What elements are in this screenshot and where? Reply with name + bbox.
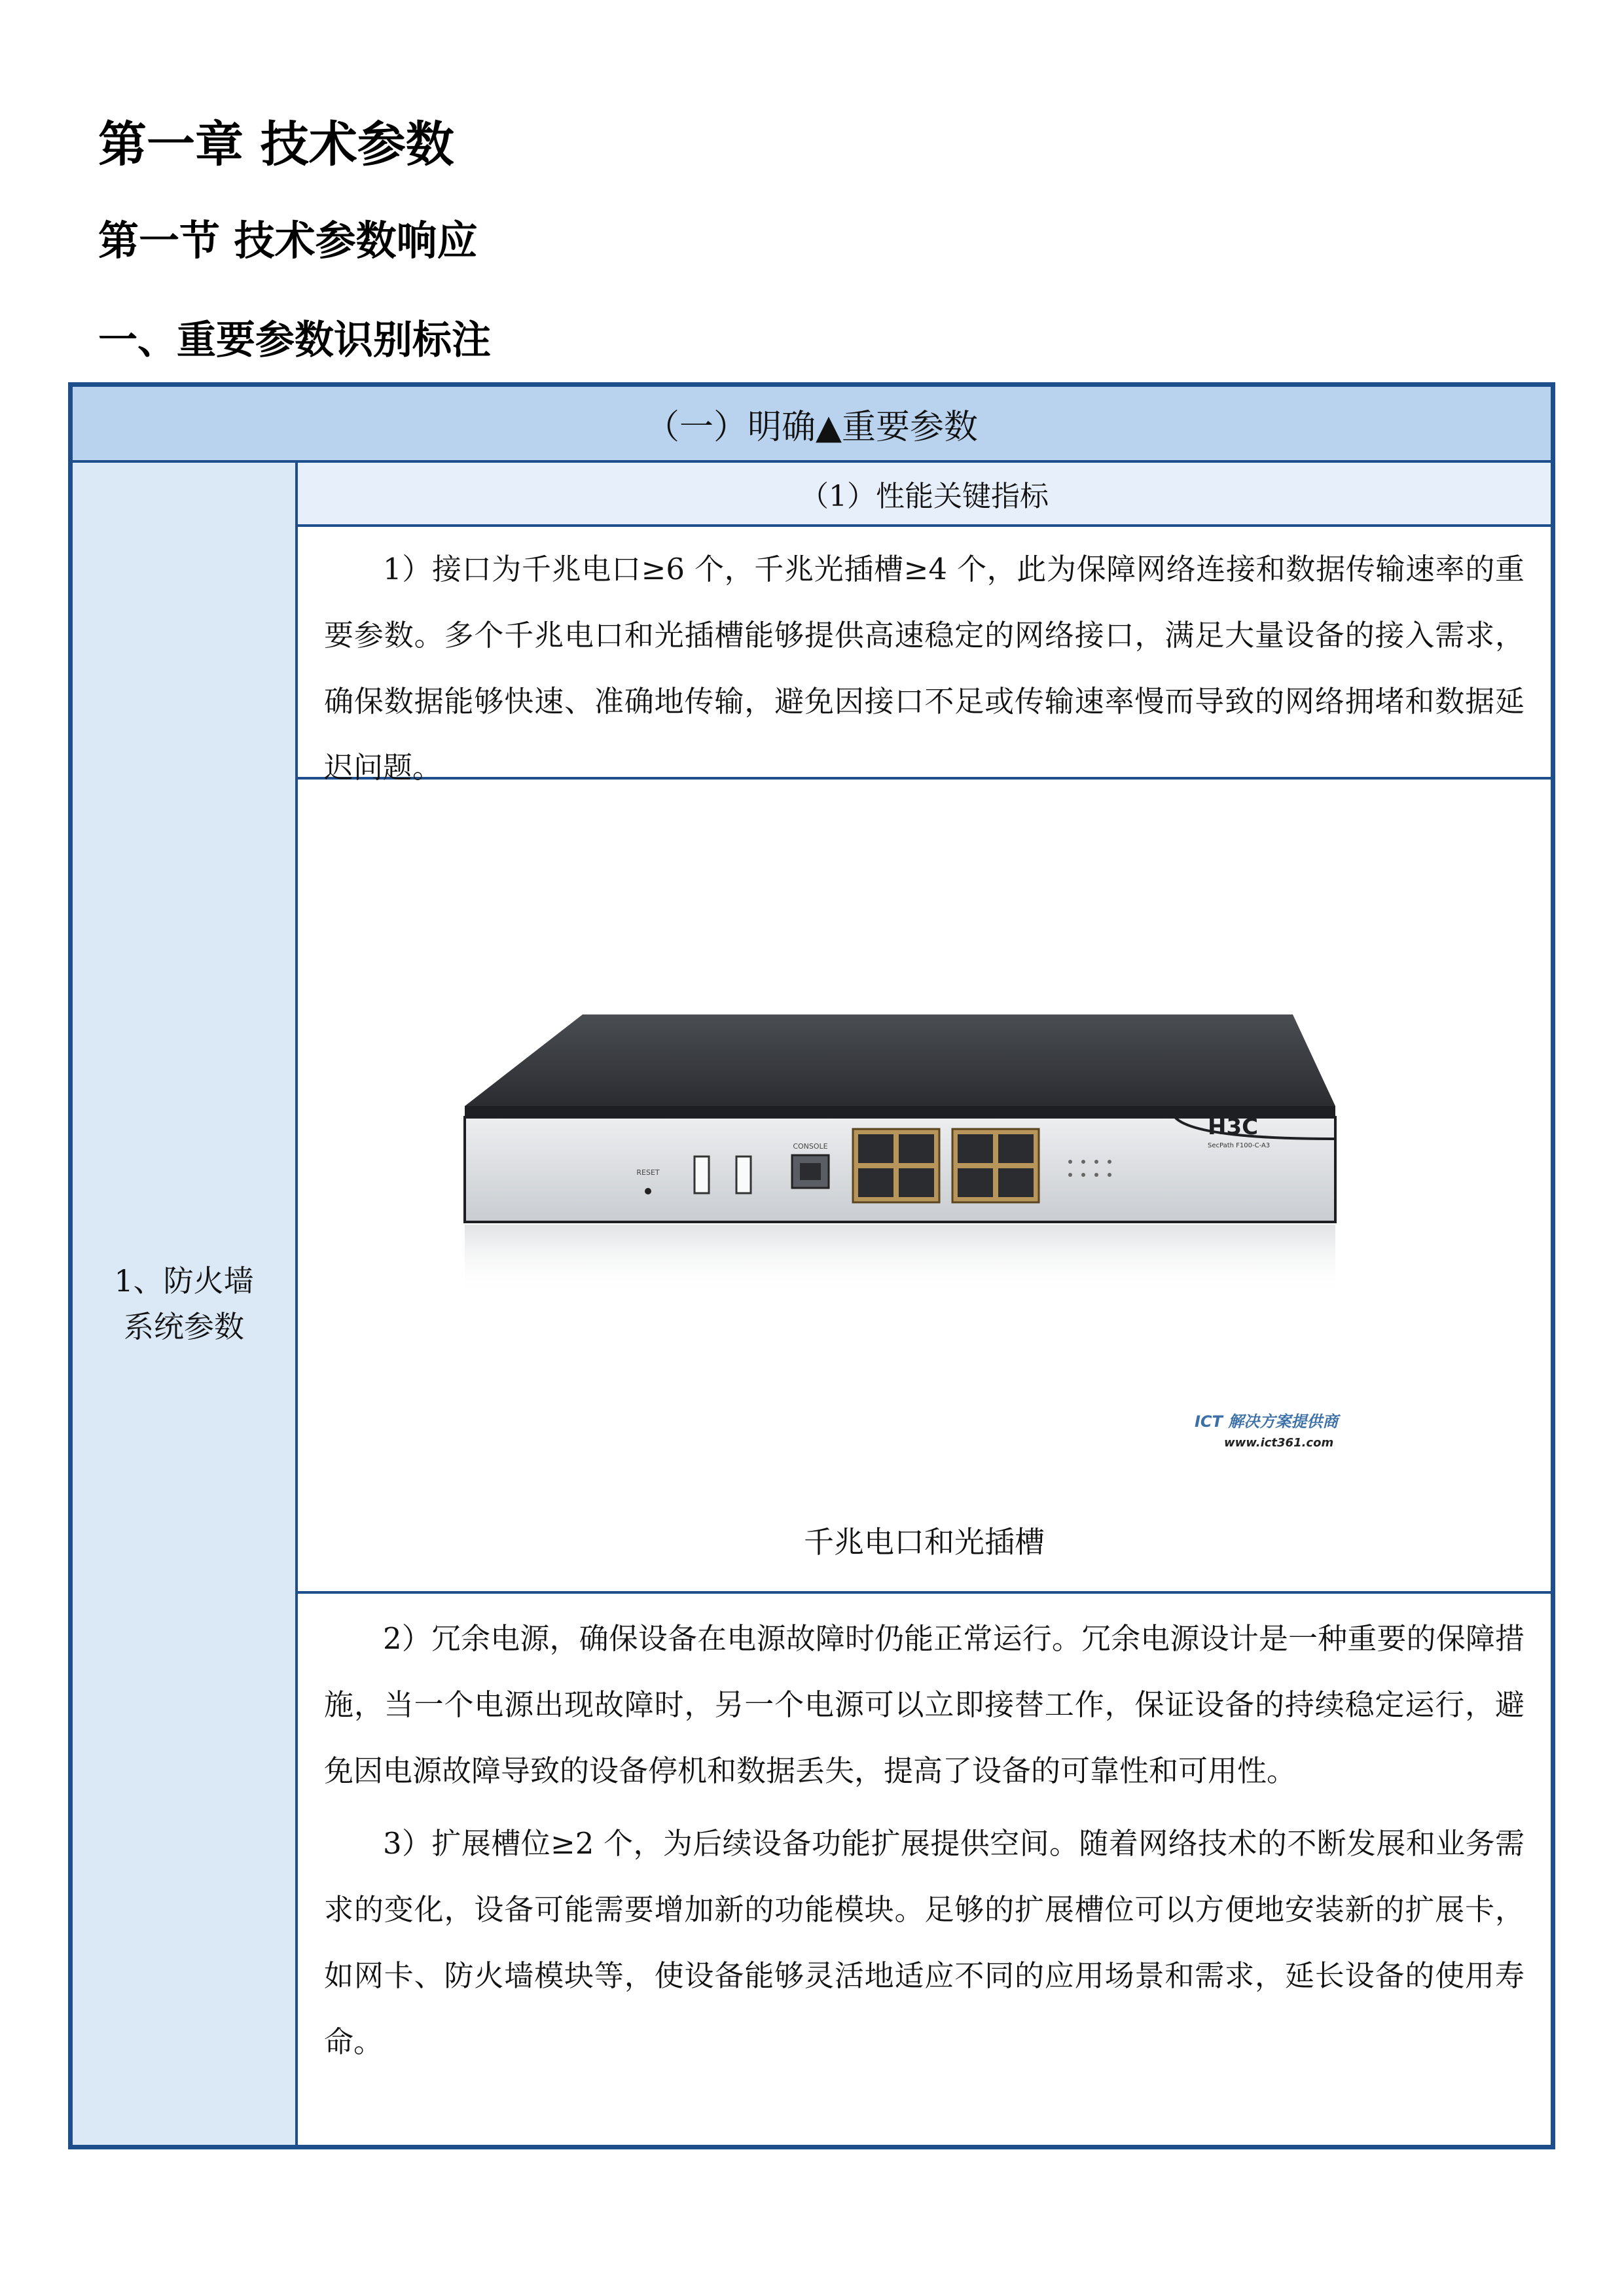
rj45-group-2 — [952, 1129, 1039, 1202]
rj45-group-1 — [853, 1129, 939, 1202]
paragraph-cell-2 — [298, 1596, 1551, 2145]
subsection-title: 一、重要参数识别标注 — [98, 317, 491, 363]
watermark-line-2: www.ict361.com — [1224, 1436, 1334, 1450]
category-label — [114, 1258, 253, 1350]
model-label: SecPath F100-C-A3 — [1208, 1142, 1271, 1149]
usb-port-1 — [695, 1157, 709, 1193]
paragraph-redundant-power: 2）冗余电源，确保设备在电源故障时仍能正常运行。冗余电源设计是一种重要的保障措施，当一个电源出现故障时，另一个电源可以立即接替工作，保证设备的持续稳定运行，避免因电源故障导致的设备停机和数据丢失，提高了设备的可靠性和可用性。 — [324, 1621, 1525, 1788]
image-cell — [298, 782, 1551, 1594]
category-label-line2: 系统参数 — [124, 1309, 244, 1344]
watermark-line-1: ICT 解决方案提供商 — [1195, 1412, 1339, 1431]
chapter-title: 第一章 技术参数 — [98, 117, 454, 173]
chassis-rim — [465, 1106, 1335, 1117]
usb-port-2 — [736, 1157, 751, 1193]
table-title: （一）明确▲重要参数 — [73, 387, 1551, 463]
table-subheading: （1）性能关键指标 — [298, 463, 1551, 527]
brand-logo: H3C — [1208, 1114, 1259, 1140]
section-title: 第一节 技术参数响应 — [98, 217, 478, 264]
paragraph-expansion-slots: 3）扩展槽位≥2 个，为后续设备功能扩展提供空间。随着网络技术的不断发展和业务需求的变化，设备可能需要增加新的功能模块。足够的扩展槽位可以方便地安装新的扩展卡，如网卡、防火墙模块等，使设备能够灵活地适应不同的应用场景和需求，延长设备的使用寿命。 — [324, 1826, 1525, 2059]
chassis-top — [465, 1014, 1335, 1106]
paragraph-interfaces: 1）接口为千兆电口≥6 个，千兆光插槽≥4 个，此为保障网络连接和数据传输速率的重要参数。多个千兆电口和光插槽能够提供高速稳定的网络接口，满足大量设备的接入需求，确保数据能够快速、准确地传输，避免因接口不足或传输速率慢而导致的网络拥堵和数据延迟问题。 — [324, 552, 1525, 785]
reset-hole — [645, 1188, 651, 1194]
reset-label: RESET — [636, 1168, 660, 1177]
paragraph-cell-1 — [298, 527, 1551, 785]
category-label-line1: 1、防火墙 — [114, 1263, 254, 1299]
firewall-device-image — [455, 998, 1352, 1469]
image-caption: 千兆电口和光插槽 — [804, 1524, 1045, 1560]
parameter-table — [68, 382, 1555, 2149]
console-label: CONSOLE — [793, 1142, 828, 1151]
reflection — [465, 1225, 1335, 1297]
category-cell — [73, 463, 298, 2145]
